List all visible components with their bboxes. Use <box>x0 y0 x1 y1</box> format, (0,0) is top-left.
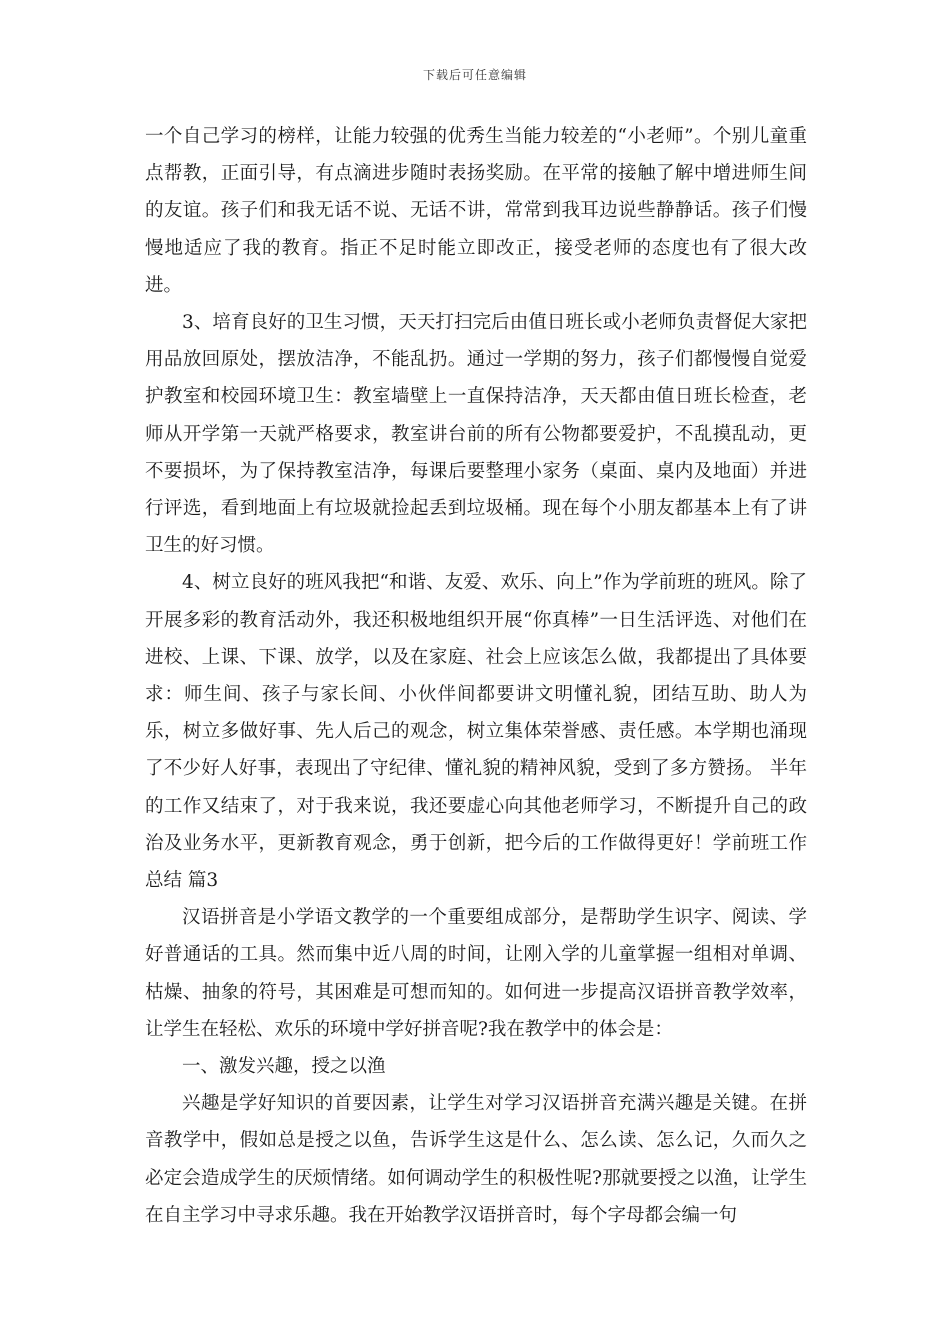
paragraph-3: 4、树立良好的班风我把“和谐、友爱、欢乐、向上”作为学前班的班风。除了开展多彩的教育活动外，我还积极地组织开展“你真棒”一日生活评选、对他们在进校、上课、下课、放学，以及在家庭、社会上应该怎么做，我都提出了具体要求：师生间、孩子与家长间、小伙伴间都要讲文明懂礼貌，团结互助、助人为乐，树立多做好事、先人后己的观念，树立集体荣誉感、责任感。本学期也涌现了不少好人好事，表现出了守纪律、懂礼貌的精神风貌，受到了多方赞扬。 半年的工作又结束了，对于我来说，我还要虚心向其他老师学习，不断提升自己的政治及业务水平，更新教育观念，勇于创新，把今后的工作做得更好！学前班工作总结 篇3 <box>145 572 807 892</box>
paragraph-5: 兴趣是学好知识的首要因素，让学生对学习汉语拼音充满兴趣是关键。在拼音教学中，假如总是授之以鱼，告诉学生这是什么、怎么读、怎么记，久而久之必定会造成学生的厌烦情绪。如何调动学生的积极性呢?那就要授之以渔，让学生在自主学习中寻求乐趣。我在开始教学汉语拼音时，每个字母都会编一句 <box>145 1093 807 1226</box>
paragraph-2: 3、培育良好的卫生习惯，天天打扫完后由值日班长或小老师负责督促大家把用品放回原处，摆放洁净，不能乱扔。通过一学期的努力，孩子们都慢慢自觉爱护教室和校园环境卫生：教室墙壁上一直保持洁净，天天都由值日班长检查，老师从开学第一天就严格要求，教室讲台前的所有公物都要爱护，不乱摸乱动，更不要损坏，为了保持教室洁净，每课后要整理小家务（桌面、桌内及地面）并进行评选，看到地面上有垃圾就捡起丢到垃圾桶。现在每个小朋友都基本上有了讲卫生的好习惯。 <box>145 312 807 557</box>
document-body <box>145 118 807 1234</box>
paragraph-1: 一个自己学习的榜样，让能力较强的优秀生当能力较差的“小老师”。个别儿童重点帮教，正面引导，有点滴进步随时表扬奖励。在平常的接触了解中增进师生间的友谊。孩子们和我无话不说、无话不讲，常常到我耳边说些静静话。孩子们慢慢地适应了我的教育。指正不足时能立即改正，接受老师的态度也有了很大改进。 <box>145 126 807 296</box>
page-header: 下载后可任意编辑 <box>422 68 527 82</box>
paragraph-4: 汉语拼音是小学语文教学的一个重要组成部分，是帮助学生识字、阅读、学好普通话的工具。然而集中近八周的时间，让刚入学的儿童掌握一组相对单调、枯燥、抽象的符号，其困难是可想而知的。如何进一步提高汉语拼音教学效率，让学生在轻松、欢乐的环境中学好拼音呢?我在教学中的体会是： <box>145 907 807 1040</box>
section-heading: 一、激发兴趣，授之以渔 <box>182 1056 386 1078</box>
